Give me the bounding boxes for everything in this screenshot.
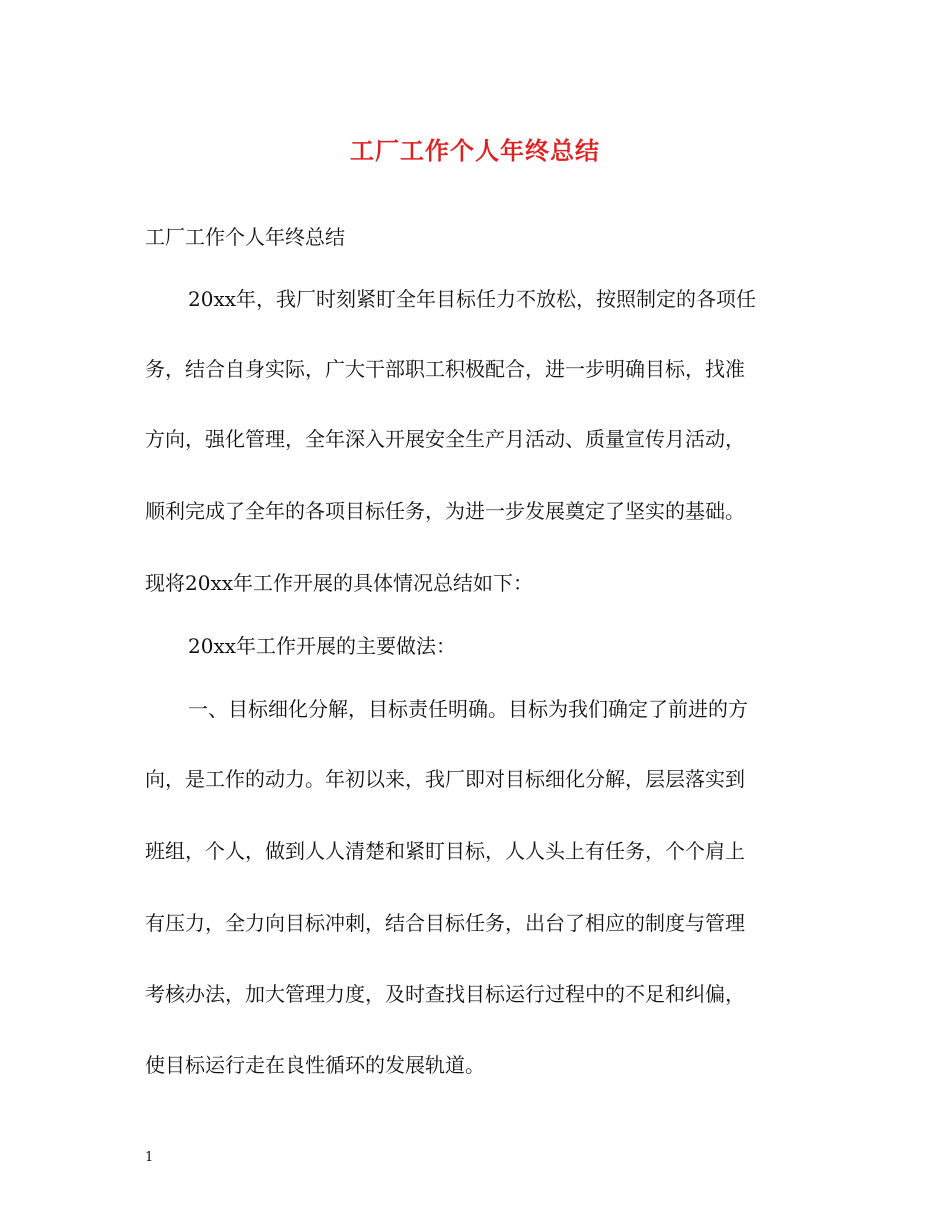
paragraph-line: 顺利完成了全年的各项目标任务，为进一步发展奠定了坚实的基础。 — [145, 499, 745, 523]
section-heading-line: 20xx年工作开展的主要做法： — [188, 634, 457, 658]
paragraph-line: 现将20xx年工作开展的具体情况总结如下： — [145, 571, 534, 595]
paragraph-line: 方向，强化管理，全年深入开展安全生产月活动、质量宣传月活动， — [145, 427, 745, 451]
paragraph-line: 有压力，全力向目标冲刺，结合目标任务，出台了相应的制度与管理 — [145, 911, 745, 935]
paragraph-line: 20xx年，我厂时刻紧盯全年目标任力不放松，按照制定的各项任 — [188, 287, 757, 311]
paragraph-line: 向，是工作的动力。年初以来，我厂即对目标细化分解，层层落实到 — [145, 767, 745, 791]
paragraph-line: 一、目标细化分解，目标责任明确。目标为我们确定了前进的方 — [188, 697, 748, 721]
page-number: 1 — [145, 1150, 154, 1165]
paragraph-line: 考核办法，加大管理力度，及时查找目标运行过程中的不足和纠偏， — [145, 982, 745, 1006]
paragraph-line: 务，结合自身实际，广大干部职工积极配合，进一步明确目标，找准 — [145, 357, 745, 381]
paragraph-line: 班组，个人，做到人人清楚和紧盯目标，人人头上有任务，个个肩上 — [145, 839, 745, 863]
subtitle-line: 工厂工作个人年终总结 — [145, 225, 345, 249]
paragraph-line: 使目标运行走在良性循环的发展轨道。 — [145, 1053, 485, 1077]
document-title: 工厂工作个人年终总结 — [350, 136, 600, 165]
